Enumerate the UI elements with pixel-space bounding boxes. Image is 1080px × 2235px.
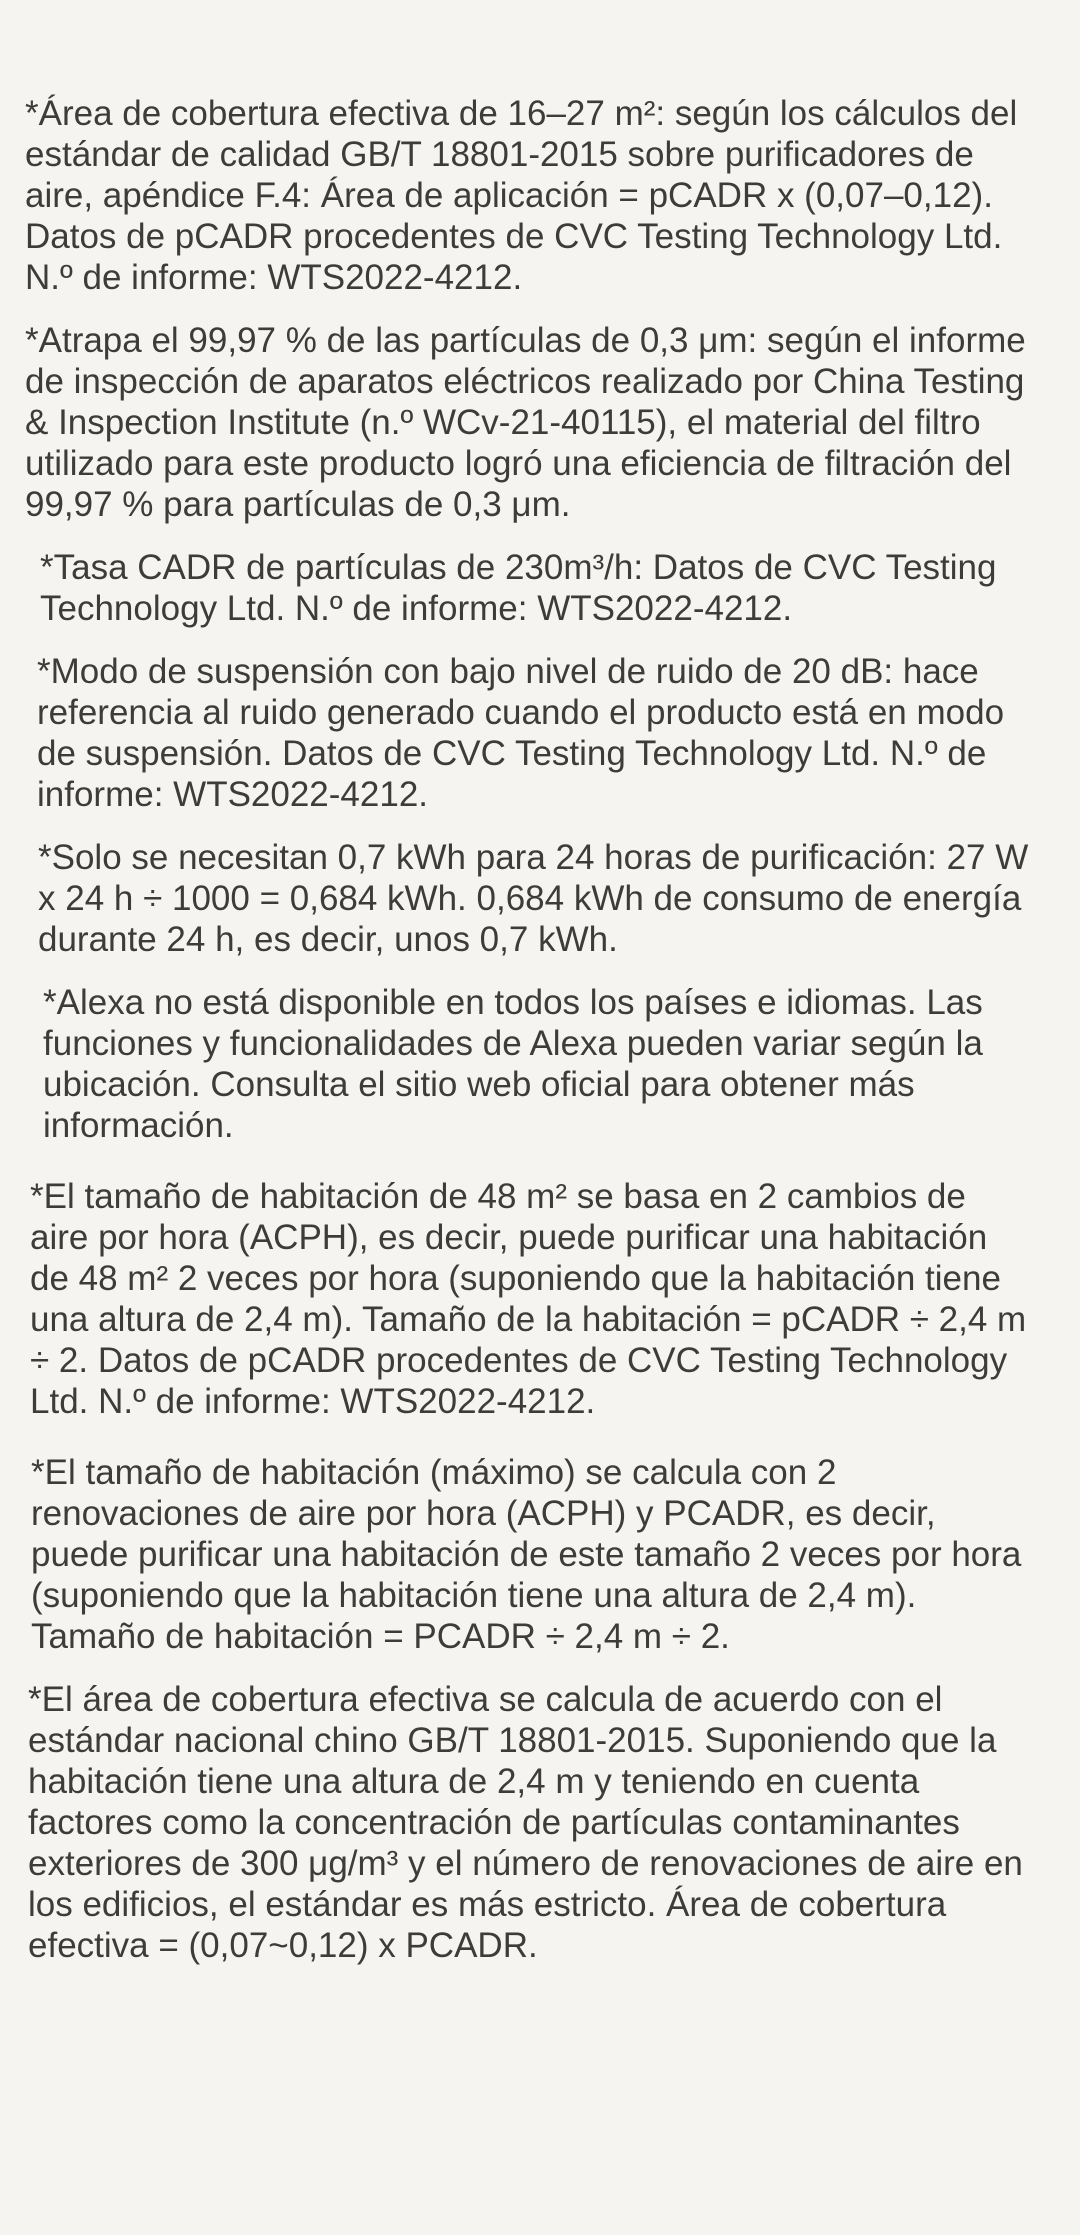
disclaimer-paragraph-effective-area: *El área de cobertura efectiva se calcula de acuerdo con el estándar nacional chino GB/T 18801-2015. Suponiendo que la habitación tiene una altura de 2,4 m y teniendo en cuenta factores como la concentración de partículas contaminantes exteriores de 300 μg/m³ y el número de renovaciones de aire en los edificios, el estándar es más estricto. Área de cobertura efectiva = (0,07~0,12) x PCADR. (28, 1680, 1023, 1965)
disclaimer-paragraph-coverage-area: *Área de cobertura efectiva de 16–27 m²: según los cálculos del estándar de calidad GB/T 18801-2015 sobre purificadores de aire, apéndice F.4: Área de aplicación = pCADR x (0,07–0,12). Datos de pCADR procedentes de CVC Testing Technology Ltd. N.º de informe: WTS2022-4212. (25, 94, 1018, 297)
disclaimer-paragraph-particle-capture: *Atrapa el 99,97 % de las partículas de 0,3 μm: según el informe de inspección de aparatos eléctricos realizado por China Testing & Inspection Institute (n.º WCv-21-40115), el material del filtro utilizado para este producto logró una eficiencia de filtración del 99,97 % para partículas de 0,3 μm. (25, 321, 1026, 524)
disclaimer-paragraph-alexa: *Alexa no está disponible en todos los países e idiomas. Las funciones y funcionalidades de Alexa pueden variar según la ubicación. Consulta el sitio web oficial para obtener más información. (43, 983, 983, 1145)
disclaimer-paragraph-cadr-rate: *Tasa CADR de partículas de 230m³/h: Datos de CVC Testing Technology Ltd. N.º de informe: WTS2022-4212. (40, 548, 997, 628)
disclaimer-paragraph-room-size-48: *El tamaño de habitación de 48 m² se basa en 2 cambios de aire por hora (ACPH), es decir, puede purificar una habitación de 48 m² 2 veces por hora (suponiendo que la habitación tiene una altura de 2,4 m). Tamaño de la habitación = pCADR ÷ 2,4 m ÷ 2. Datos de pCADR procedentes de CVC Testing Technology Ltd. N.º de informe: WTS2022-4212. (30, 1177, 1027, 1421)
disclaimer-paragraph-sleep-mode-noise: *Modo de suspensión con bajo nivel de ruido de 20 dB: hace referencia al ruido generado cuando el producto está en modo de suspensión. Datos de CVC Testing Technology Ltd. N.º de informe: WTS2022-4212. (37, 652, 1005, 814)
disclaimer-paragraph-room-size-max: *El tamaño de habitación (máximo) se calcula con 2 renovaciones de aire por hora (ACPH) y PCADR, es decir, puede purificar una habitación de este tamaño 2 veces por hora (suponiendo que la habitación tiene una altura de 2,4 m). Tamaño de habitación = PCADR ÷ 2,4 m ÷ 2. (31, 1453, 1022, 1656)
disclaimer-paragraph-energy-use: *Solo se necesitan 0,7 kWh para 24 horas de purificación: 27 W x 24 h ÷ 1000 = 0,684 kWh. 0,684 kWh de consumo de energía durante 24 h, es decir, unos 0,7 kWh. (38, 838, 1029, 959)
